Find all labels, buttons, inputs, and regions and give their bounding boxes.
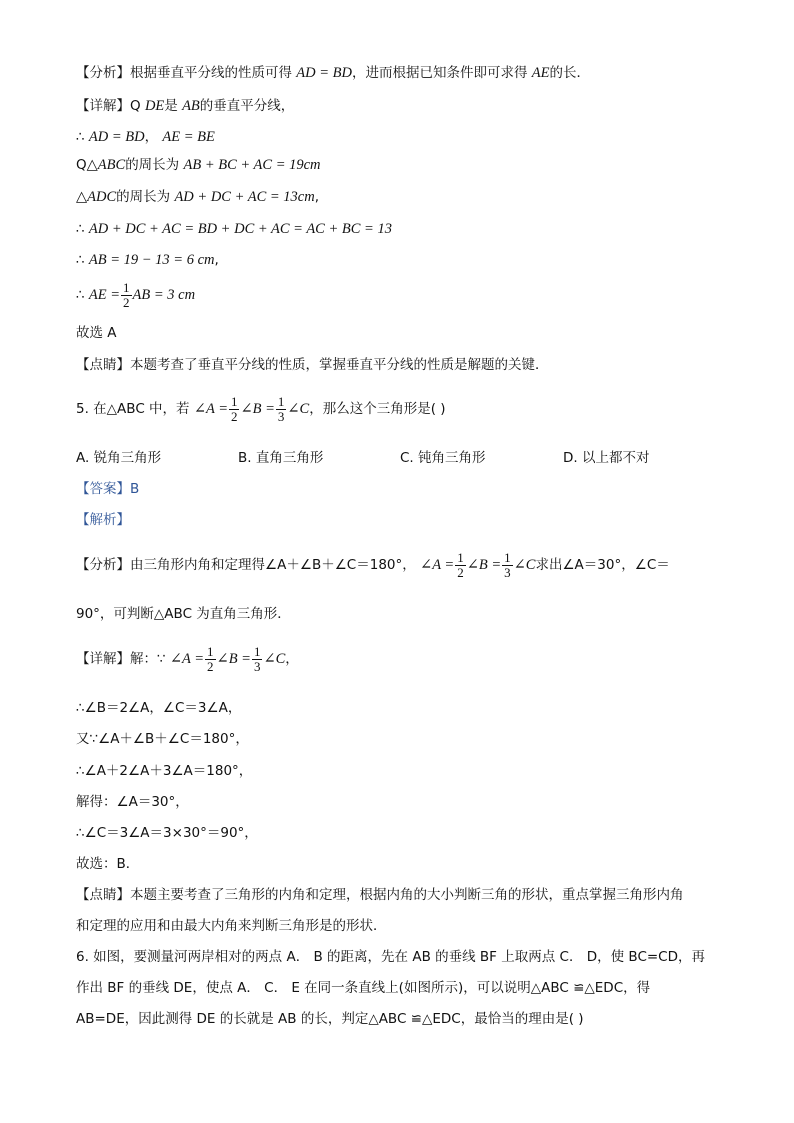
q5-comment: 【点睛】本题主要考查了三角形的内角和定理，根据内角的大小判断三角的形状，重点掌握三角形内角 xyxy=(76,887,684,903)
comment-label: 【点睛】 xyxy=(76,357,130,373)
q4-step-6: ∴ AD + DC + AC = BD + DC + AC = AC + BC = 13 xyxy=(76,221,392,237)
q5-stem: 5. 在△ABC 中，若 ∠A = $\frac{1}{2}$ ∠B = $\frac{1}{3}$ ∠C，那么这个三角形是( ) xyxy=(76,393,446,424)
fraction: $\frac{1}{2}$ xyxy=(123,279,130,310)
option-d: D. 以上都不对 xyxy=(563,450,650,466)
fraction: $\frac{1}{3}$ xyxy=(504,549,511,580)
option-c: C. 钝角三角形 xyxy=(400,450,486,466)
fraction: $\frac{1}{2}$ xyxy=(207,643,214,674)
q4-choose: 故选 A xyxy=(76,325,117,341)
q5-analysis-cont: 90°，可判断△ABC 为直角三角形． xyxy=(76,606,291,622)
q6-stem-line: AB=DE，因此测得 DE 的长就是 AB 的长，判定△ABC ≌△EDC，最恰当的理由是( ) xyxy=(76,1011,584,1027)
q4-step-3: ∴ AD = BD， AE = BE xyxy=(76,129,215,145)
q5-analysis: 【分析】由三角形内角和定理得∠A＋∠B＋∠C＝180°， ∠A = $\frac{1}{2}$ ∠B = $\frac{1}{3}$ ∠C求出∠A＝30°，∠C＝ xyxy=(76,549,670,580)
q5-detail: 【详解】解：∵ ∠A = $\frac{1}{2}$ ∠B = $\frac{1}{3}$ ∠C， xyxy=(76,643,299,674)
q4-step-5: △ADC的周长为 AD + DC + AC = 13cm, xyxy=(76,189,319,205)
q4-analysis: 【分析】根据垂直平分线的性质可得 AD = BD，进而根据已知条件即可求得 AE的长． xyxy=(76,65,591,81)
comment-label: 【点睛】 xyxy=(76,887,130,903)
q5-step: 解得：∠A＝30°， xyxy=(76,794,189,810)
fraction: $\frac{1}{3}$ xyxy=(253,643,261,674)
fraction: $\frac{1}{2}$ xyxy=(230,393,238,424)
option-a: A. 锐角三角形 xyxy=(76,450,162,466)
q5-step: ∴∠A＋2∠A＋3∠A＝180°， xyxy=(76,763,253,779)
detail-label: 【详解】 xyxy=(76,651,130,667)
q5-step: 故选：B． xyxy=(76,856,140,872)
q5-comment-cont: 和定理的应用和由最大内角来判断三角形是的形状． xyxy=(76,918,387,934)
q6-stem-line: 6. 如图，要测量河两岸相对的两点 A． B 的距离，先在 AB 的垂线 BF 上取两点 C． D，使 BC=CD，再 xyxy=(76,949,706,965)
fraction: $\frac{1}{2}$ xyxy=(457,549,464,580)
fraction: $\frac{1}{3}$ xyxy=(277,393,285,424)
analysis-label: 【分析】 xyxy=(76,557,130,573)
q4-step-4: Q△ABC的周长为 AB + BC + AC = 19cm xyxy=(76,157,321,173)
q5-step: 又∵∠A＋∠B＋∠C＝180°， xyxy=(76,731,249,747)
q6-stem-line: 作出 BF 的垂线 DE，使点 A． C． E 在同一条直线上(如图所示)，可以说明△ABC ≌△EDC，得 xyxy=(76,980,651,996)
explanation-label: 【解析】 xyxy=(76,512,130,528)
q4-detail: 【详解】Q DE是 AB的垂直平分线， xyxy=(76,98,295,114)
option-b: B. 直角三角形 xyxy=(238,450,324,466)
q5-step: ∴∠B＝2∠A，∠C＝3∠A， xyxy=(76,700,242,716)
analysis-label: 【分析】 xyxy=(76,65,130,81)
q4-step-7: ∴ AB = 19 − 13 = 6 cm, xyxy=(76,252,219,268)
q5-step: ∴∠C＝3∠A＝3×30°＝90°， xyxy=(76,825,258,841)
answer-label: 【答案】B xyxy=(76,481,140,497)
detail-label: 【详解】 xyxy=(76,98,130,114)
q4-comment: 【点睛】本题考查了垂直平分线的性质，掌握垂直平分线的性质是解题的关键． xyxy=(76,357,549,373)
q4-step-8: ∴ AE = $\frac{1}{2}$ AB = 3 cm xyxy=(76,279,196,310)
